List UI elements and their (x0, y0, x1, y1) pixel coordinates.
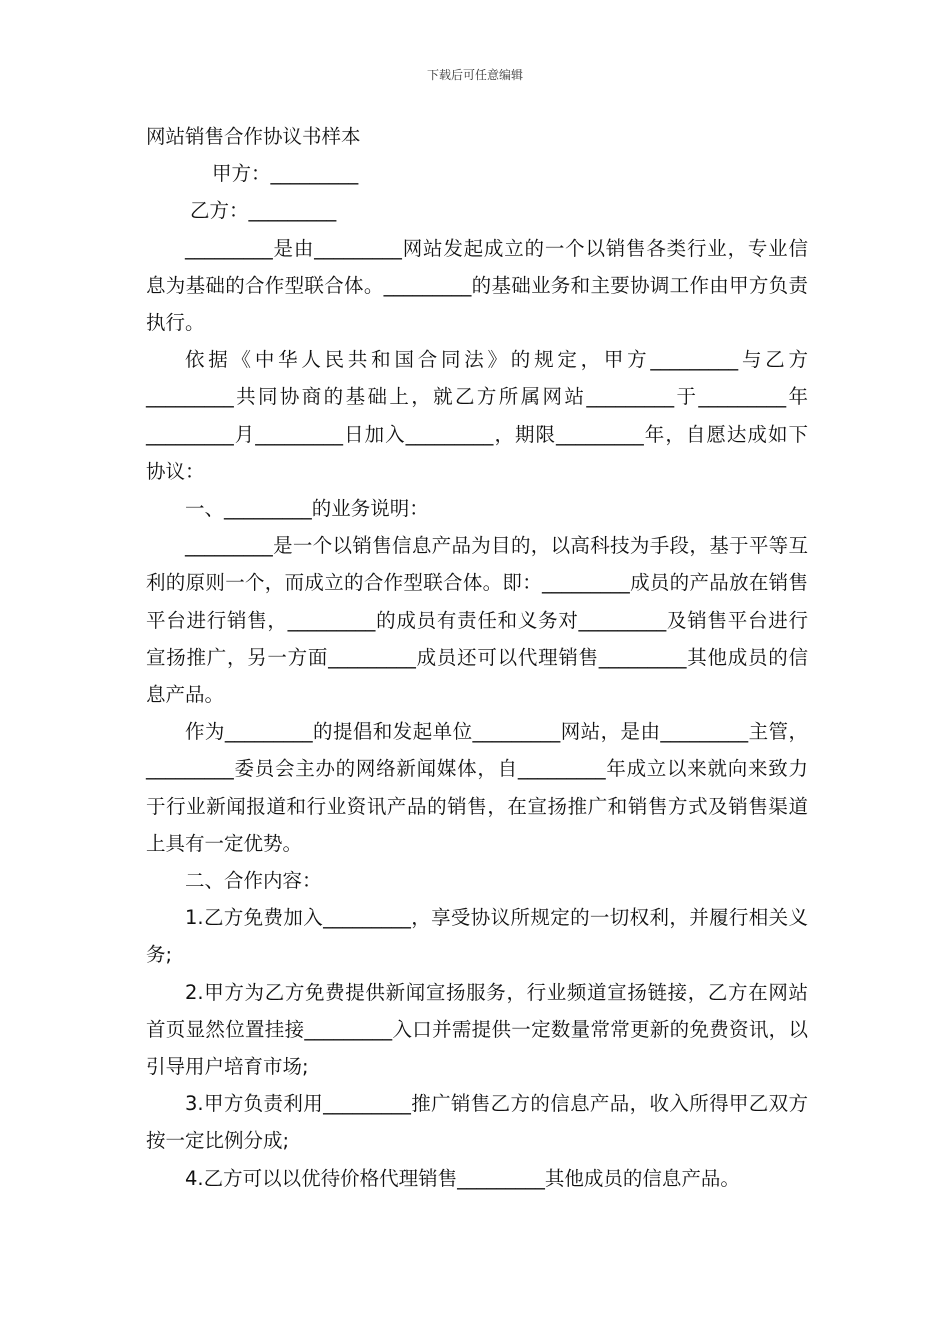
clause-4: 4.乙方可以以优待价格代理销售_________其他成员的信息产品。 (185, 1166, 740, 1190)
clause-2: 2.甲方为乙方免费提供新闻宣扬服务，行业频道宣扬链接，乙方在网站首页显然位置挂接_________入口并需提供一定数量常常更新的免费资讯，以引导用户培育市场; (146, 980, 808, 1079)
clause-1: 1.乙方免费加入_________，享受协议所规定的一切权利，并履行相关义务; (146, 906, 808, 967)
paragraph-business: _________是一个以销售信息产品为目的，以高科技为手段，基于平等互利的原则一个，而成立的合作型联合体。即：_________成员的产品放在销售平台进行销售，_________的成员有责任和义务对_________及销售平台进行宣扬推广，另一方面_________成员还可以代理销售_________其他成员的信息产品。 (146, 534, 808, 707)
paragraph-basis: 依据《中华人民共和国合同法》的规定，甲方_________与乙方_________共同协商的基础上，就乙方所属网站_________于_________年_________月_________日加入_________，期限_________年，自愿达成如下协议： (146, 348, 808, 483)
section-heading-1: 一、_________的业务说明： (185, 497, 429, 521)
clause-3: 3.甲方负责利用_________推广销售乙方的信息产品，收入所得甲乙双方按一定比例分成; (146, 1092, 808, 1153)
document-body (146, 118, 808, 1197)
section-heading-2: 二、合作内容： (185, 869, 322, 893)
party-b-line: 乙方：_________ (190, 199, 337, 223)
document-title: 网站销售合作协议书样本 (146, 125, 361, 148)
party-a-line: 甲方：_________ (212, 162, 359, 186)
paragraph-intro: _________是由_________网站发起成立的一个以销售各类行业，专业信息为基础的合作型联合体。_________的基础业务和主要协调工作由甲方负责执行。 (146, 236, 808, 335)
paragraph-initiator: 作为_________的提倡和发起单位_________网站，是由_________主管，_________委员会主办的网络新闻媒体，自_________年成立以来就向来致力于行业新闻报道和行业资讯产品的销售，在宣扬推广和销售方式及销售渠道上具有一定优势。 (146, 720, 808, 855)
page-header-note: 下载后可任意编辑 (426, 68, 523, 82)
